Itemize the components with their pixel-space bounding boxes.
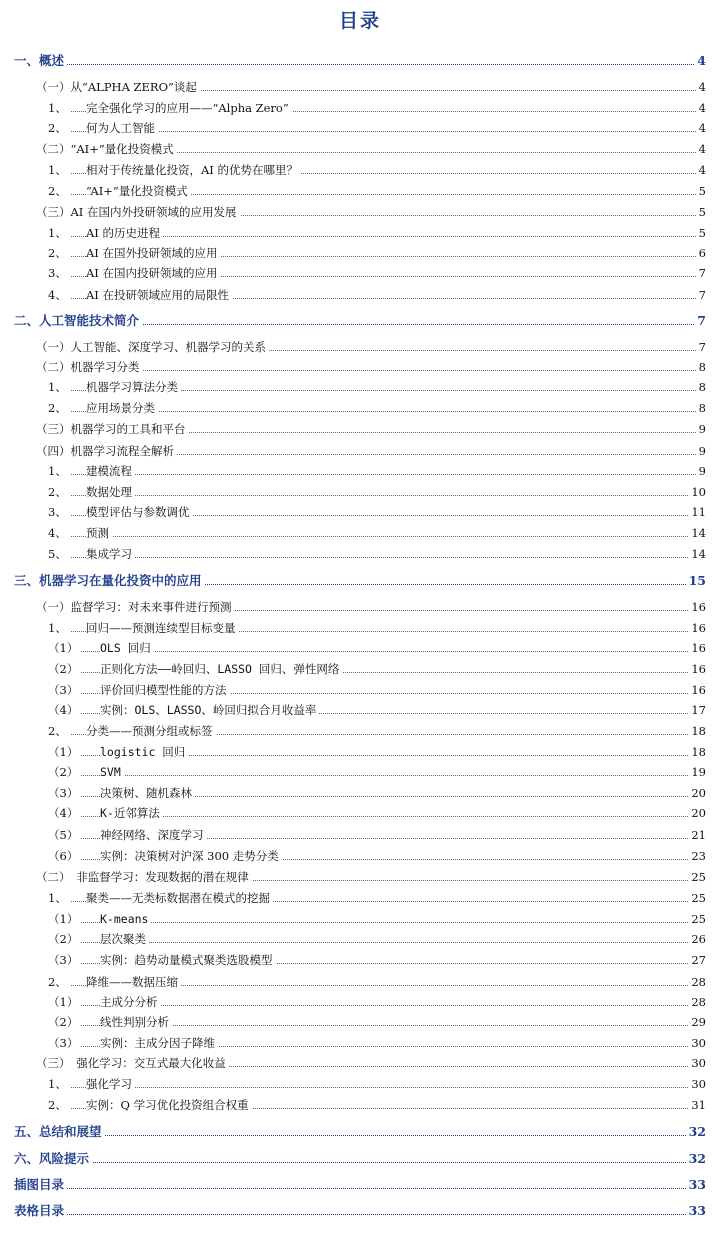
toc-entry-number: 2、 xyxy=(48,119,70,137)
toc-entry-label: 评价回归模型性能的方法 xyxy=(100,681,230,699)
toc-entry-page: 7 xyxy=(694,312,706,330)
toc-entry-number: （4） xyxy=(48,701,81,719)
toc-entry-label: 线性判别分析 xyxy=(100,1013,172,1031)
dot-leader xyxy=(14,1162,704,1163)
toc-entry[interactable] xyxy=(0,572,720,592)
toc-entry-label: 表格目录 xyxy=(14,1202,67,1220)
toc-entry-page: 8 xyxy=(696,358,706,376)
toc-entry-number: 2、 xyxy=(48,244,70,262)
toc-entry-page: 25 xyxy=(688,889,706,907)
toc-entry-page: 5 xyxy=(696,182,706,200)
dot-leader xyxy=(14,1188,704,1189)
toc-entry-page: 18 xyxy=(688,722,706,740)
toc-entry-number: （1） xyxy=(48,743,81,761)
toc-entry[interactable] xyxy=(0,889,720,909)
toc-entry[interactable] xyxy=(0,203,720,223)
toc-entry-page: 23 xyxy=(688,847,706,865)
toc-entry-page: 32 xyxy=(686,1150,706,1168)
toc-entry[interactable] xyxy=(0,399,720,419)
toc-entry[interactable] xyxy=(0,524,720,544)
toc-entry[interactable] xyxy=(0,224,720,244)
toc-entry-number: （6） xyxy=(48,847,81,865)
toc-entry-label: 二、人工智能技术简介 xyxy=(14,312,142,330)
toc-entry-label: （三） 强化学习：交互式最大化收益 xyxy=(36,1054,229,1072)
toc-entry-page: 7 xyxy=(696,338,706,356)
toc-entry-page: 15 xyxy=(686,572,706,590)
toc-entry-page: 30 xyxy=(688,1075,706,1093)
toc-entry-page: 29 xyxy=(688,1013,706,1031)
toc-entry[interactable] xyxy=(0,312,720,332)
toc-entry-page: 16 xyxy=(688,681,706,699)
toc-entry-number: 1、 xyxy=(48,161,70,179)
toc-entry-label: 预测 xyxy=(86,524,112,542)
toc-entry-number: （2） xyxy=(48,930,81,948)
toc-entry[interactable] xyxy=(0,973,720,993)
toc-entry-number: （2） xyxy=(48,660,81,678)
toc-entry[interactable] xyxy=(0,660,720,680)
toc-entry[interactable] xyxy=(0,442,720,462)
toc-entry[interactable] xyxy=(0,119,720,139)
toc-entry-page: 16 xyxy=(688,619,706,637)
toc-entry-page: 5 xyxy=(696,224,706,242)
dot-leader xyxy=(48,495,704,496)
toc-entry-page: 4 xyxy=(694,52,706,70)
toc-entry-label: （二）“AI+”量化投资模式 xyxy=(36,140,177,158)
toc-entry-label: 完全强化学习的应用——“Alpha Zero” xyxy=(86,99,292,117)
toc-entry-label: “AI+”量化投资模式 xyxy=(86,182,191,200)
toc-entry-label: 正则化方法——岭回归、LASSO 回归、弹性网络 xyxy=(100,660,342,678)
toc-entry-number: 4、 xyxy=(48,524,70,542)
toc-entry-label: 降维——数据压缩 xyxy=(86,973,181,991)
toc-entry-label: 三、机器学习在量化投资中的应用 xyxy=(14,572,205,590)
toc-entry-number: （3） xyxy=(48,1034,81,1052)
toc-entry-label: 实例：主成分因子降维 xyxy=(100,1034,218,1052)
toc-entry[interactable] xyxy=(0,847,720,867)
toc-entry-number: 2、 xyxy=(48,1096,70,1114)
toc-entry-page: 30 xyxy=(688,1034,706,1052)
toc-entry[interactable] xyxy=(0,286,720,306)
toc-entry-number: 5、 xyxy=(48,545,70,563)
toc-entry[interactable] xyxy=(0,1075,720,1095)
toc-entry-page: 33 xyxy=(686,1176,706,1194)
toc-entry-label: （一）人工智能、深度学习、机器学习的关系 xyxy=(36,338,269,356)
toc-entry-number: （1） xyxy=(48,910,81,928)
page-title: 目录 xyxy=(338,10,381,32)
toc-entry-page: 4 xyxy=(696,161,706,179)
toc-entry-label: AI 在国内投研领域的应用 xyxy=(86,264,221,282)
toc-entry[interactable] xyxy=(0,598,720,618)
toc-entry-label: （一）监督学习：对未来事件进行预测 xyxy=(36,598,235,616)
toc-entry-label: 回归——预测连续型目标变量 xyxy=(86,619,239,637)
toc-entry-page: 16 xyxy=(688,598,706,616)
toc-entry-number: （4） xyxy=(48,804,81,822)
toc-entry-label: 实例：趋势动量模式聚类选股模型 xyxy=(100,951,276,969)
toc-entry[interactable] xyxy=(0,743,720,763)
toc-entry-number: （1） xyxy=(48,993,81,1011)
toc-entry-page: 6 xyxy=(696,244,706,262)
toc-entry[interactable] xyxy=(0,763,720,783)
toc-entry[interactable] xyxy=(0,951,720,971)
toc-entry[interactable] xyxy=(0,99,720,119)
toc-entry[interactable] xyxy=(0,358,720,378)
toc-entry[interactable] xyxy=(0,140,720,160)
toc-entry[interactable] xyxy=(0,503,720,523)
toc-entry-number: （5） xyxy=(48,826,81,844)
toc-entry-label: 聚类——无类标数据潜在模式的挖掘 xyxy=(86,889,273,907)
toc-entry-page: 18 xyxy=(688,743,706,761)
toc-entry[interactable] xyxy=(0,1150,720,1170)
toc-entry-page: 4 xyxy=(696,119,706,137)
toc-entry-label: （四）机器学习流程全解析 xyxy=(36,442,177,460)
toc-entry-number: 1、 xyxy=(48,99,70,117)
dot-leader xyxy=(48,474,704,475)
toc-entry-label: 神经网络、深度学习 xyxy=(100,826,207,844)
toc-entry-label: SVM xyxy=(100,763,124,781)
toc-entry-label: 一、概述 xyxy=(14,52,67,70)
toc-entry[interactable] xyxy=(0,483,720,503)
toc-entry-label: 实例：Q 学习优化投资组合权重 xyxy=(86,1096,252,1114)
toc-entry-number: （2） xyxy=(48,1013,81,1031)
toc-entry-number: （2） xyxy=(48,763,81,781)
toc-entry[interactable] xyxy=(0,161,720,181)
toc-entry-page: 26 xyxy=(688,930,706,948)
toc-entry[interactable] xyxy=(0,338,720,358)
toc-entry-page: 14 xyxy=(688,545,706,563)
toc-entry[interactable] xyxy=(0,378,720,398)
toc-entry-page: 20 xyxy=(688,804,706,822)
toc-entry-label: 集成学习 xyxy=(86,545,135,563)
toc-entry-page: 21 xyxy=(688,826,706,844)
toc-entry-page: 7 xyxy=(696,286,706,304)
toc-entry-label: （三）AI 在国内外投研领域的应用发展 xyxy=(36,203,240,221)
toc-entry[interactable] xyxy=(0,930,720,950)
toc-entry[interactable] xyxy=(0,182,720,202)
toc-entry[interactable] xyxy=(0,639,720,659)
toc-entry-label: logistic 回归 xyxy=(100,743,188,761)
toc-entry-page: 8 xyxy=(696,399,706,417)
dot-leader xyxy=(14,1135,704,1136)
toc-entry-number: 1、 xyxy=(48,1075,70,1093)
dot-leader xyxy=(14,1214,704,1215)
toc-entry[interactable] xyxy=(0,52,720,72)
dot-leader xyxy=(48,557,704,558)
toc-entry-page: 33 xyxy=(686,1202,706,1220)
toc-entry-label: 应用场景分类 xyxy=(86,399,158,417)
toc-entry-page: 4 xyxy=(696,140,706,158)
toc-entry-page: 19 xyxy=(688,763,706,781)
toc-entry-page: 16 xyxy=(688,639,706,657)
dot-leader xyxy=(48,1087,704,1088)
toc-entry-number: （3） xyxy=(48,681,81,699)
toc-entry-page: 25 xyxy=(688,868,706,886)
toc-entry[interactable] xyxy=(0,804,720,824)
toc-entry-page: 20 xyxy=(688,784,706,802)
toc-entry-number: 1、 xyxy=(48,378,70,396)
toc-entry-page: 8 xyxy=(696,378,706,396)
toc-entry-number: （3） xyxy=(48,784,81,802)
toc-entry-label: 实例：决策树对沪深 300 走势分类 xyxy=(100,847,282,865)
toc-entry[interactable] xyxy=(0,1013,720,1033)
toc-entry-label: AI 的历史进程 xyxy=(86,224,163,242)
toc-entry-page: 25 xyxy=(688,910,706,928)
toc-entry[interactable] xyxy=(0,722,720,742)
toc-entry[interactable] xyxy=(0,1202,720,1222)
toc-entry-label: （三）机器学习的工具和平台 xyxy=(36,420,189,438)
toc-entry-label: K-近邻算法 xyxy=(100,804,163,822)
toc-entry-number: （1） xyxy=(48,639,81,657)
toc-entry-page: 7 xyxy=(696,264,706,282)
toc-entry-number: 1、 xyxy=(48,619,70,637)
toc-entry-number: 4、 xyxy=(48,286,70,304)
toc-entry-number: 1、 xyxy=(48,889,70,907)
toc-entry-label: 五、总结和展望 xyxy=(14,1123,105,1141)
dot-leader xyxy=(14,64,704,65)
toc-entry-label: 六、风险提示 xyxy=(14,1150,92,1168)
toc-entry-label: OLS 回归 xyxy=(100,639,154,657)
toc-entry[interactable] xyxy=(0,993,720,1013)
dot-leader xyxy=(48,775,704,776)
toc-entry-number: 3、 xyxy=(48,264,70,282)
toc-entry[interactable] xyxy=(0,1096,720,1116)
toc-entry[interactable] xyxy=(0,868,720,888)
toc-entry[interactable] xyxy=(0,1176,720,1196)
toc-entry-label: 主成分分析 xyxy=(100,993,161,1011)
toc-entry[interactable] xyxy=(0,910,720,930)
toc-entry-label: 实例：OLS、LASSO、岭回归拟合月收益率 xyxy=(100,701,319,719)
toc-entry-page: 28 xyxy=(688,993,706,1011)
toc-entry[interactable] xyxy=(0,1123,720,1143)
toc-entry[interactable] xyxy=(0,784,720,804)
toc-entry[interactable] xyxy=(0,1034,720,1054)
toc-entry-number: 2、 xyxy=(48,182,70,200)
toc-entry-number: （3） xyxy=(48,951,81,969)
toc-entry-page: 4 xyxy=(696,78,706,96)
toc-entry-page: 32 xyxy=(686,1123,706,1141)
toc-entry-page: 31 xyxy=(688,1096,706,1114)
toc-entry-number: 3、 xyxy=(48,503,70,521)
toc-entry-page: 17 xyxy=(688,701,706,719)
toc-entry-number: 2、 xyxy=(48,722,70,740)
toc-entry-page: 30 xyxy=(688,1054,706,1072)
toc-entry-label: AI 在投研领域应用的局限性 xyxy=(86,286,232,304)
toc-entry-label: 决策树、随机森林 xyxy=(100,784,195,802)
toc-entry-page: 9 xyxy=(696,442,706,460)
toc-entry-page: 16 xyxy=(688,660,706,678)
toc-entry-label: 相对于传统量化投资，AI 的优势在哪里？ xyxy=(86,161,301,179)
toc-entry-page: 27 xyxy=(688,951,706,969)
toc-entry-label: （一）从“ALPHA ZERO”谈起 xyxy=(36,78,200,96)
toc-entry-label: AI 在国外投研领域的应用 xyxy=(86,244,221,262)
toc-entry-label: 建模流程 xyxy=(86,462,135,480)
toc-entry-number: 2、 xyxy=(48,973,70,991)
toc-entry[interactable] xyxy=(0,1054,720,1074)
toc-entry-label: 分类——预测分组或标签 xyxy=(86,722,216,740)
toc-entry[interactable] xyxy=(0,701,720,721)
toc-entry-page: 28 xyxy=(688,973,706,991)
toc-entry[interactable] xyxy=(0,78,720,98)
toc-entry-label: 何为人工智能 xyxy=(86,119,158,137)
toc-entry-number: 2、 xyxy=(48,483,70,501)
toc-entry-label: 插图目录 xyxy=(14,1176,67,1194)
toc-entry-label: 强化学习 xyxy=(86,1075,135,1093)
toc-entry-page: 10 xyxy=(688,483,706,501)
toc-entry-page: 5 xyxy=(696,203,706,221)
toc-entry[interactable] xyxy=(0,545,720,565)
toc-entry[interactable] xyxy=(0,264,720,284)
toc-entry[interactable] xyxy=(0,681,720,701)
toc-entry-label: （二） 非监督学习：发现数据的潜在规律 xyxy=(36,868,252,886)
toc-entry-label: 数据处理 xyxy=(86,483,135,501)
toc-entry-label: K-means xyxy=(100,910,151,928)
toc-entry-page: 9 xyxy=(696,462,706,480)
toc-entry-label: 机器学习算法分类 xyxy=(86,378,181,396)
toc-entry-number: 1、 xyxy=(48,224,70,242)
toc-entry-page: 9 xyxy=(696,420,706,438)
toc-entry-page: 14 xyxy=(688,524,706,542)
toc-entry-page: 11 xyxy=(688,503,706,521)
dot-leader xyxy=(48,536,704,537)
toc-entry-number: 2、 xyxy=(48,399,70,417)
toc-entry[interactable] xyxy=(0,462,720,482)
toc-entry-label: 模型评估与参数调优 xyxy=(86,503,193,521)
toc-entry[interactable] xyxy=(0,244,720,264)
toc-entry-label: （二）机器学习分类 xyxy=(36,358,143,376)
toc-entry[interactable] xyxy=(0,826,720,846)
toc-entry-page: 4 xyxy=(696,99,706,117)
toc-entry-number: 1、 xyxy=(48,462,70,480)
toc-entry[interactable] xyxy=(0,619,720,639)
toc-entry[interactable] xyxy=(0,420,720,440)
toc-entry-label: 层次聚类 xyxy=(100,930,149,948)
